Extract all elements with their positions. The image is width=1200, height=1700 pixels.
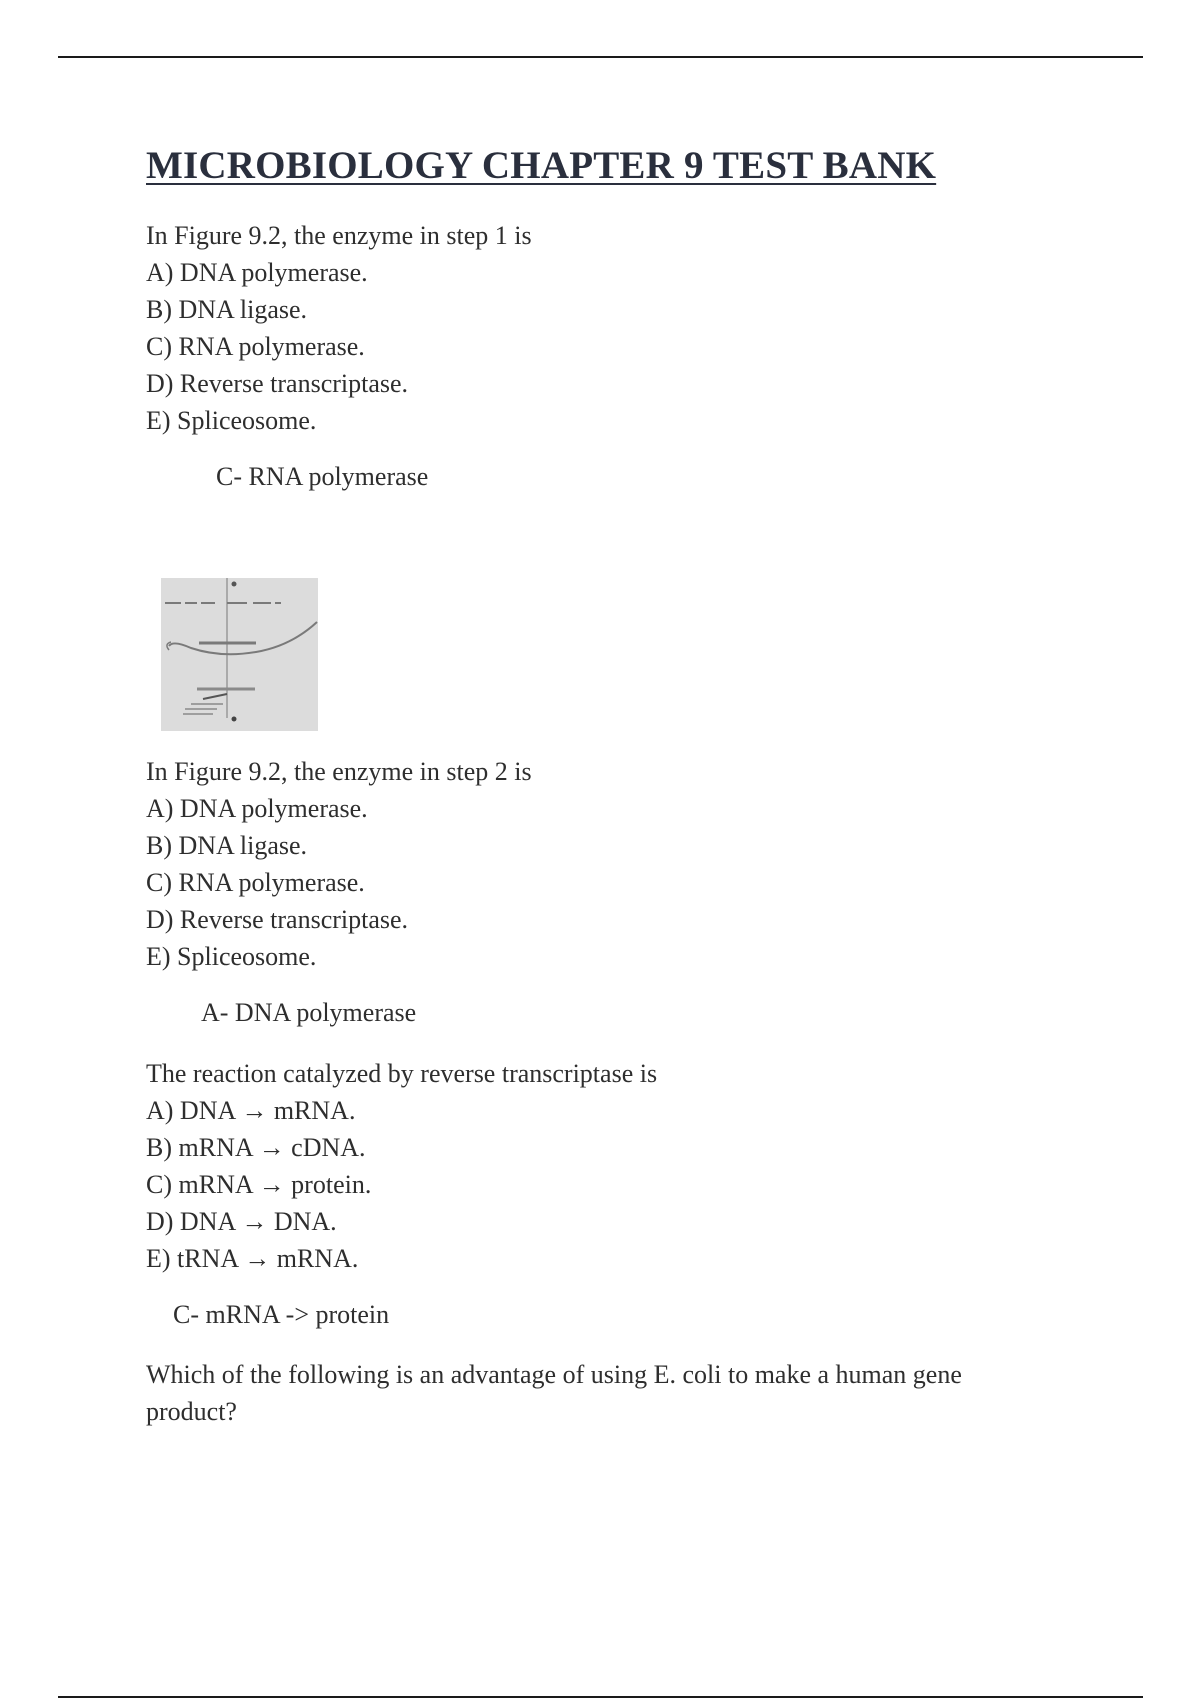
option-d: D) Reverse transcriptase.: [146, 369, 409, 398]
question-stem: Which of the following is an advantage of using E. coli to make a human gene product?: [146, 1360, 962, 1426]
question-3: [146, 1055, 657, 1277]
option-a: A) DNA polymerase.: [146, 258, 368, 287]
dna-replication-diagram-icon: [161, 578, 318, 731]
page-title: MICROBIOLOGY CHAPTER 9 TEST BANK: [146, 144, 937, 187]
option-d: D) Reverse transcriptase.: [146, 905, 409, 934]
option-b: B) DNA ligase.: [146, 831, 308, 860]
option-a: A) DNA polymerase.: [146, 794, 368, 823]
option-c: C) RNA polymerase.: [146, 332, 365, 361]
question-4: [146, 1356, 1046, 1430]
question-2: [146, 753, 532, 975]
answer-3: C- mRNA -> protein: [173, 1300, 390, 1329]
option-e: E) Spliceosome.: [146, 942, 317, 971]
question-stem: The reaction catalyzed by reverse transcriptase is: [146, 1059, 658, 1088]
option-e: E) tRNA → mRNA.: [146, 1244, 359, 1273]
answer-2: A- DNA polymerase: [201, 998, 417, 1027]
option-d: D) DNA → DNA.: [146, 1207, 337, 1236]
question-1: [146, 217, 532, 439]
option-a: A) DNA → mRNA.: [146, 1096, 356, 1125]
bottom-divider: [58, 1696, 1143, 1698]
option-c: C) RNA polymerase.: [146, 868, 365, 897]
option-e: E) Spliceosome.: [146, 406, 317, 435]
answer-1: C- RNA polymerase: [216, 462, 429, 491]
option-b: B) mRNA → cDNA.: [146, 1133, 366, 1162]
option-c: C) mRNA → protein.: [146, 1170, 372, 1199]
top-divider: [58, 56, 1143, 58]
question-stem: In Figure 9.2, the enzyme in step 2 is: [146, 757, 532, 786]
option-b: B) DNA ligase.: [146, 295, 308, 324]
question-stem: In Figure 9.2, the enzyme in step 1 is: [146, 221, 532, 250]
